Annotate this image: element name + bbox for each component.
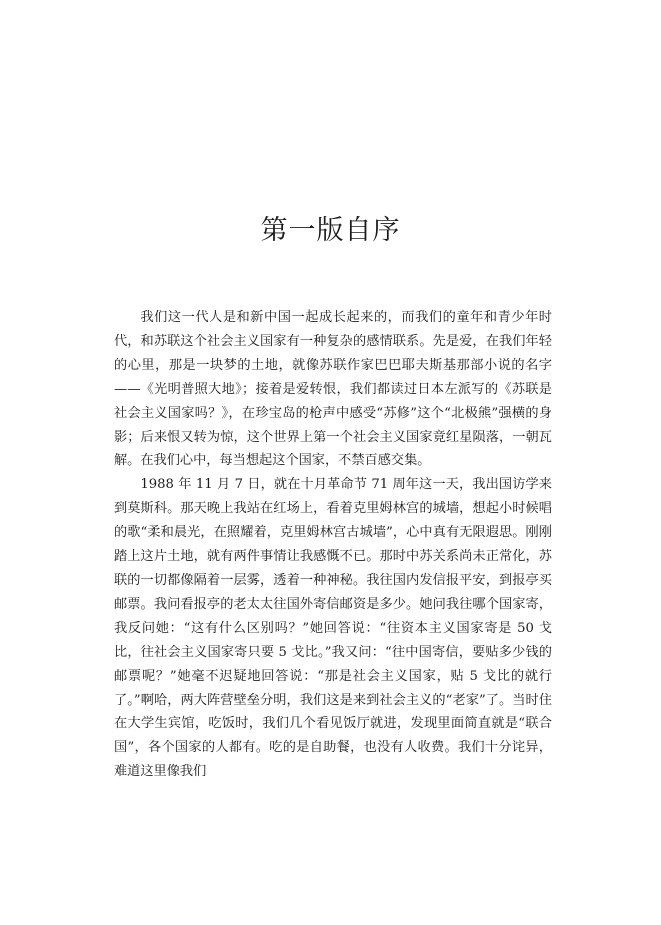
- paragraph: 1988 年 11 月 7 日，就在十月革命节 71 周年这一天，我出国访学来到莫斯科。那天晚上我站在红场上，看着克里姆林宫的城墙，想起小时候唱的歌“柔和晨光，在照耀着，克里姆林宫古城墙”，心中真有无限遐思。刚刚踏上这片土地，就有两件事情让我感慨不已。那时中苏关系尚未正常化，苏联的一切都像隔着一层雾，透着一种神秘。我往国内发信报平安，到报亭买邮票。我问看报亭的老太太往国外寄信邮资是多少。她问我往哪个国家寄，我反问她：“这有什么区别吗？”她回答说：“往资本主义国家寄是 50 戈比，往社会主义国家寄只要 5 戈比。”我又问：“往中国寄信，要贴多少钱的邮票呢？”她毫不迟疑地回答说：“那是社会主义国家，贴 5 戈比的就行了。”啊哈，两大阵营壁垒分明，我们这是来到社会主义的“老家”了。当时住在大学生宾馆，吃饭时，我们几个看见饭厅就进，发现里面简直就是“联合国”，各个国家的人都有。吃的是自助餐，也没有人收费。我们十分诧异，难道这里像我们: [114, 477, 552, 780]
- page-title: 第一版自序: [260, 215, 401, 246]
- paragraph: 我们这一代人是和新中国一起成长起来的，而我们的童年和青少年时代，和苏联这个社会主义国家有一种复杂的感情联系。先是爱，在我们年轻的心里，那是一块梦的土地，就像苏联作家巴巴耶夫斯基那部小说的名字——《光明普照大地》；接着是爱转恨，我们都读过日本左派写的《苏联是社会主义国家吗？》，在珍宝岛的枪声中感受“苏修”这个“北极熊”强横的身影；后来恨又转为惊，这个世界上第一个社会主义国家竟红星陨落，一朝瓦解。在我们心中，每当想起这个国家，不禁百感交集。: [114, 310, 552, 469]
- body-text: [114, 306, 552, 784]
